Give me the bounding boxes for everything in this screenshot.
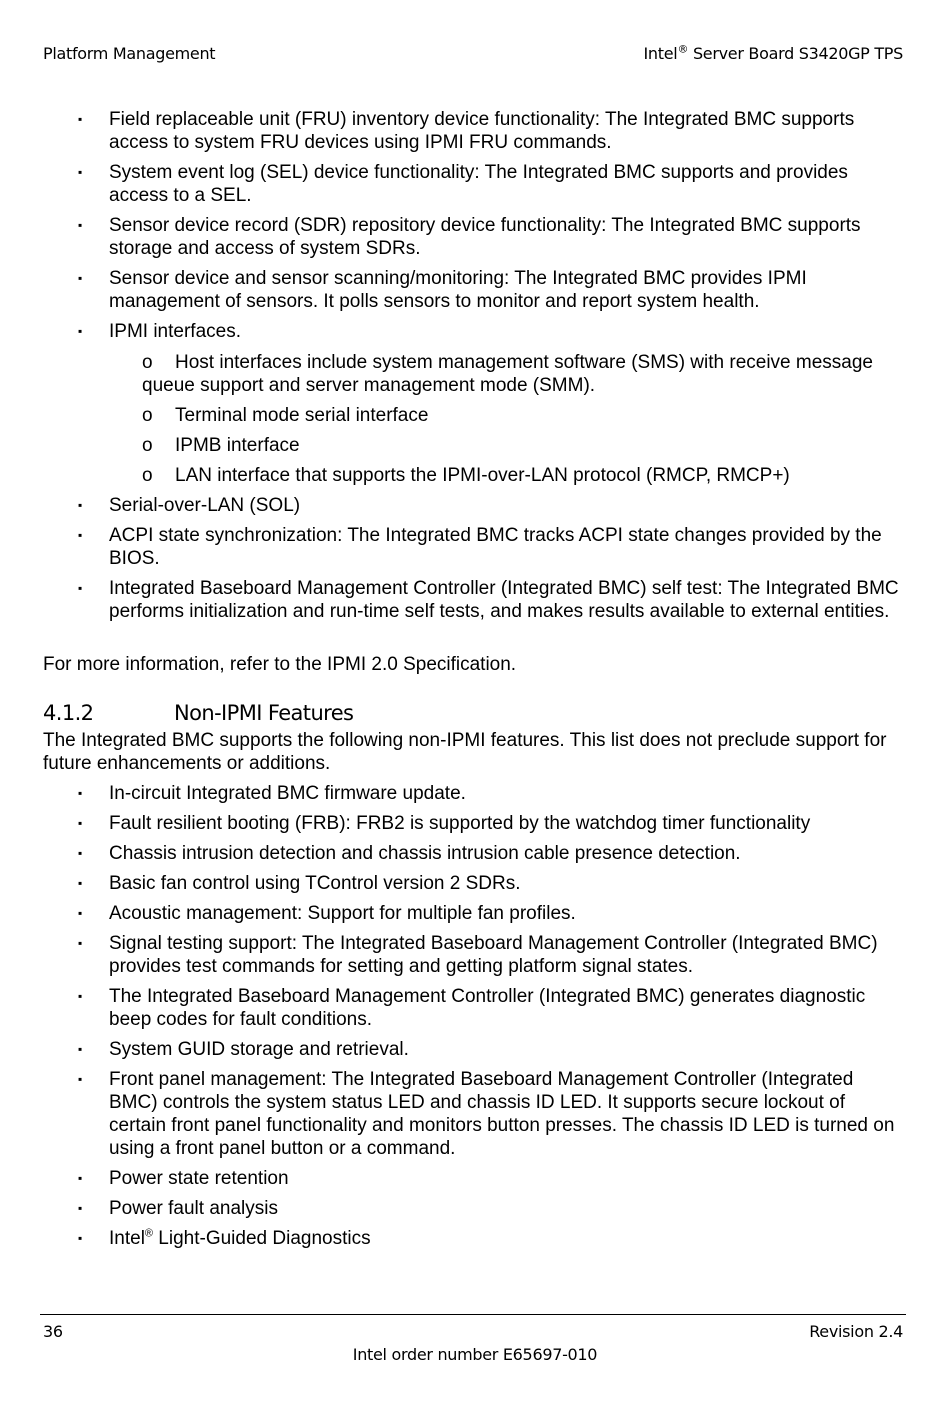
bullet-icon: ▪ [78, 218, 83, 232]
bullet-icon: ▪ [78, 936, 83, 950]
bullet-icon: ▪ [78, 528, 83, 542]
sub-bullet-icon: o [142, 465, 153, 486]
sub-list-item: o Host interfaces include system management software (SMS) with receive message queue support and server management mode (SMM). [142, 352, 873, 396]
list-item: ▪ System event log (SEL) device functionality: The Integrated BMC supports and provides access to a SEL. [78, 162, 848, 206]
bullet-icon: ▪ [78, 786, 83, 800]
sub-list-item: o LAN interface that supports the IPMI-over-LAN protocol (RMCP, RMCP+) [142, 465, 790, 486]
order-number: Intel order number E65697-010 [352, 1345, 598, 1364]
list-item: ▪ Serial-over-LAN (SOL) [78, 495, 301, 516]
bullet-icon: ▪ [78, 1231, 83, 1245]
list-item: ▪ Acoustic management: Support for multiple fan profiles. [78, 903, 576, 924]
list-item: ▪ Signal testing support: The Integrated Baseboard Management Controller (Integrated BMC) provides test commands for setting and getting platform signal states. [78, 933, 878, 977]
list-item: ▪ The Integrated Baseboard Management Controller (Integrated BMC) generates diagnostic beep codes for fault conditions. [78, 986, 866, 1030]
section-title: Non-IPMI Features [174, 701, 354, 725]
list-item: ▪ Field replaceable unit (FRU) inventory device functionality: The Integrated BMC supports access to system FRU devices using IPMI FRU commands. [78, 109, 855, 153]
bullet-icon: ▪ [78, 165, 83, 179]
list-item: ▪ Power fault analysis [78, 1198, 278, 1219]
running-header-right: Intel® Server Board S3420GP TPS [643, 42, 903, 63]
section-number: 4.1.2 [43, 701, 94, 725]
footer-divider [40, 1314, 906, 1315]
page-number: 36 [43, 1322, 63, 1341]
bullet-icon: ▪ [78, 498, 83, 512]
bullet-icon: ▪ [78, 846, 83, 860]
list-item: ▪ IPMI interfaces. o Host interfaces include system management software (SMS) with receive message queue support and server management mode (SMM). o Terminal mode serial interface o IPMB interface o LAN interface that supports the IPMI-over-LAN protocol (RMCP, RMCP+) [43, 320, 905, 487]
bullet-icon: ▪ [78, 1042, 83, 1056]
section-intro: The Integrated BMC supports the following non-IPMI features. This list does not preclude support for future enhancements or additions. [43, 730, 887, 774]
bullet-icon: ▪ [78, 989, 83, 1003]
bullet-icon: ▪ [78, 1171, 83, 1185]
bullet-icon: ▪ [78, 876, 83, 890]
sub-bullet-icon: o [142, 405, 153, 426]
ipmi-feature-list [43, 108, 905, 623]
ipmi-interfaces-sublist [109, 351, 905, 487]
list-item: ▪ Basic fan control using TControl version 2 SDRs. [78, 873, 521, 894]
list-item: ▪ Power state retention [78, 1168, 289, 1189]
list-item: ▪ ACPI state synchronization: The Integrated BMC tracks ACPI state changes provided by the BIOS. [78, 525, 882, 569]
bullet-icon: ▪ [78, 906, 83, 920]
list-item: ▪ In-circuit Integrated BMC firmware update. [78, 783, 466, 804]
running-header-left: Platform Management [43, 44, 216, 63]
list-item: ▪ Sensor device and sensor scanning/monitoring: The Integrated BMC provides IPMI management of sensors. It polls sensors to monitor and report system health. [78, 268, 807, 312]
list-item: ▪ Sensor device record (SDR) repository device functionality: The Integrated BMC supports storage and access of system SDRs. [78, 215, 861, 259]
list-item: ▪ Integrated Baseboard Management Controller (Integrated BMC) self test: The Integrated BMC performs initialization and run-time self tests, and makes results available to external entities. [78, 578, 899, 622]
list-item: ▪ Intel® Light-Guided Diagnostics [78, 1227, 371, 1249]
section-heading [43, 702, 905, 725]
revision-label: Revision 2.4 [809, 1322, 903, 1341]
bullet-icon: ▪ [78, 816, 83, 830]
bullet-icon: ▪ [78, 324, 83, 338]
list-item: ▪ Chassis intrusion detection and chassis intrusion cable presence detection. [78, 843, 741, 864]
bullet-icon: ▪ [78, 271, 83, 285]
sub-list-item: o IPMB interface [142, 435, 300, 456]
bullet-icon: ▪ [78, 581, 83, 595]
bullet-icon: ▪ [78, 1072, 83, 1086]
sub-bullet-icon: o [142, 435, 153, 456]
list-item: ▪ Front panel management: The Integrated Baseboard Management Controller (Integrated BMC) controls the system status LED and chassis ID LED. It supports secure lockout of certain front panel functionality and monitors button presses. The chassis ID LED is turned on using a front panel button or a command. [78, 1069, 895, 1159]
list-item: ▪ Fault resilient booting (FRB): FRB2 is supported by the watchdog timer functionality [78, 813, 811, 834]
sub-list-item: o Terminal mode serial interface [142, 405, 429, 426]
page-body [43, 108, 905, 1257]
more-info-paragraph: For more information, refer to the IPMI 2.0 Specification. [43, 654, 517, 675]
list-item: ▪ System GUID storage and retrieval. [78, 1039, 409, 1060]
sub-bullet-icon: o [142, 352, 153, 373]
bullet-icon: ▪ [78, 1201, 83, 1215]
non-ipmi-feature-list [43, 782, 905, 1250]
bullet-icon: ▪ [78, 112, 83, 126]
